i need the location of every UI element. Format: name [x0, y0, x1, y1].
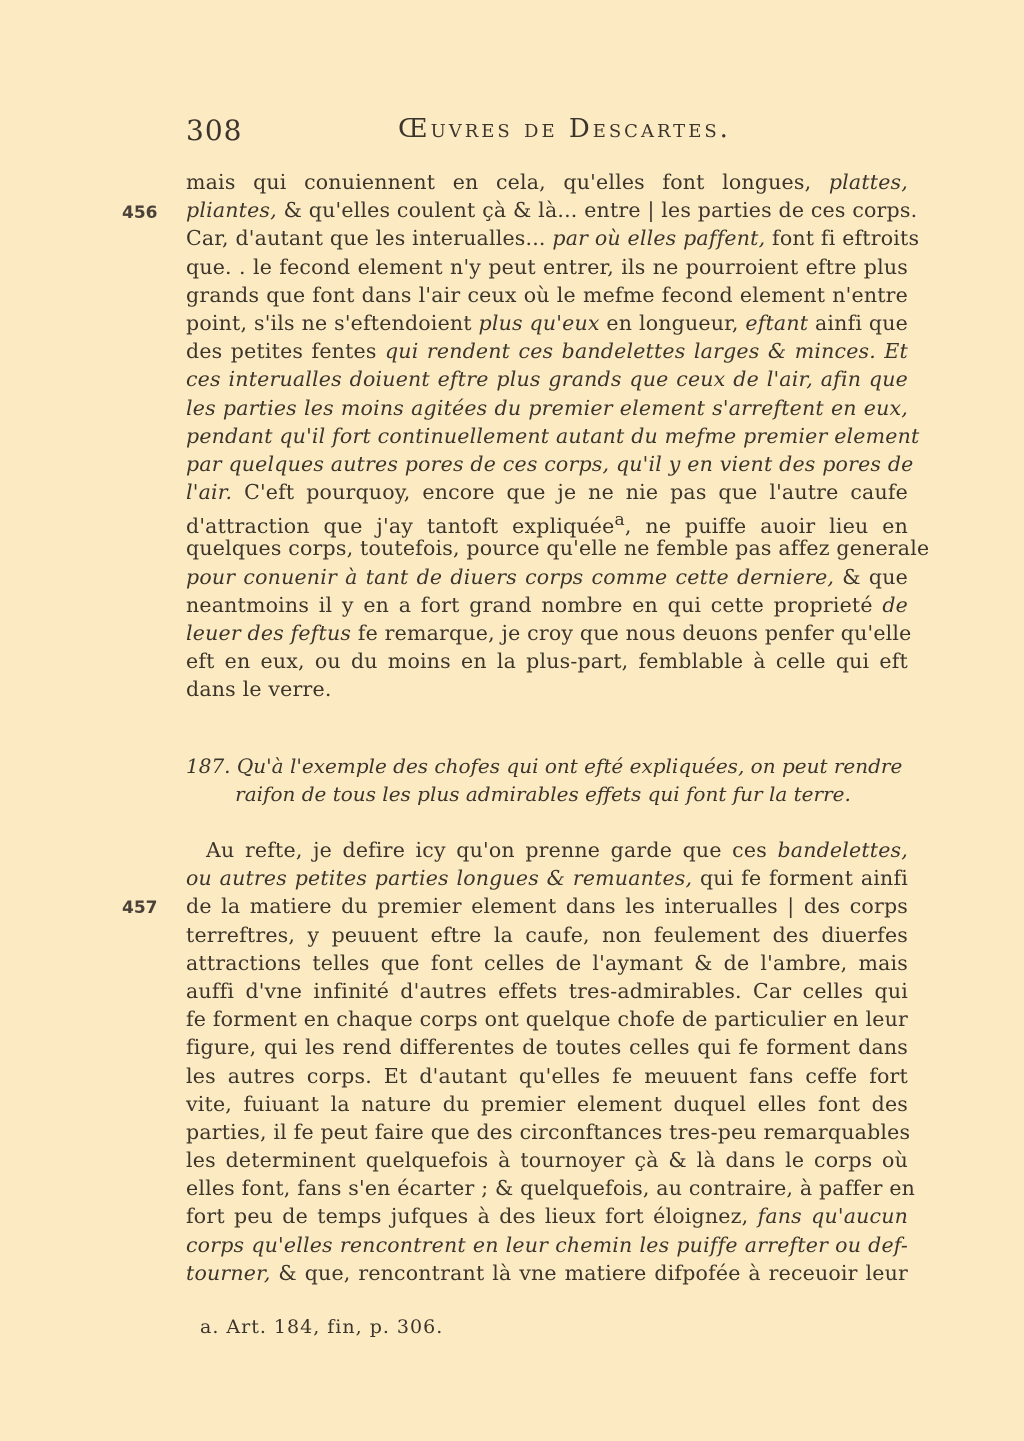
text-line: fe forment en chaque corps ont quelque chofe de particulier en leur [186, 1007, 908, 1032]
text-line: les parties les moins agitées du premier element s'arreftent en eux, [186, 395, 908, 420]
text-line: les autres corps. Et d'autant qu'elles fe meuuent fans ceffe fort [186, 1063, 908, 1088]
text-line: parties, il fe peut faire que des circonftances tres-peu remarquables [186, 1119, 911, 1144]
paragraph-2 [186, 836, 916, 1287]
text-line: des petites fentes qui rendent ces bandelettes larges & minces. Et [186, 339, 908, 364]
text-line: l'air. C'eft pourquoy, encore que je ne nie pas que l'autre caufe [186, 480, 908, 505]
text-line: pendant qu'il fort continuellement autant du mefme premier element [186, 423, 920, 448]
page-number: 308 [186, 114, 243, 147]
margin-number-456: 456 [122, 203, 158, 223]
text-line: Au refte, je defire icy qu'on prenne garde que ces bandelettes, [206, 838, 908, 862]
heading-line-2: raifon de tous les plus admirables effets qui font fur la terre. [235, 782, 851, 806]
text-line: corps qu'elles rencontrent en leur chemin les puiffe arrefter ou def- [186, 1232, 908, 1257]
text-line: pliantes, & qu'elles coulent çà & là... entre | les parties de ces corps. [186, 198, 918, 223]
text-line: tourner, & que, rencontrant là vne matiere difpofée à receuoir leur [186, 1260, 908, 1285]
text-line: Car, d'autant que les interualles... par où elles paffent, font fi eftroits [186, 226, 920, 251]
text-line: elles font, fans s'en écarter ; & quelquefois, au contraire, à paffer en [186, 1176, 916, 1201]
text-line: terreftres, y peuuent eftre la caufe, non feulement des diuerfes [186, 922, 908, 947]
article-heading [186, 752, 903, 808]
text-line: de la matiere du premier element dans les interualles | des corps [186, 894, 908, 919]
text-line: eft en eux, ou du moins en la plus-part, femblable à celle qui eft [186, 649, 908, 674]
margin-number-457: 457 [122, 898, 158, 918]
text-line: neantmoins il y en a fort grand nombre en qui cette proprieté de [186, 592, 908, 617]
footnote: a. Art. 184, fin, p. 306. [200, 1316, 444, 1338]
text-line: que. . le fecond element n'y peut entrer, ils ne pourroient eftre plus [186, 254, 908, 279]
text-line: les determinent quelquefois à tournoyer çà & là dans le corps où [186, 1148, 908, 1173]
text-line: grands que font dans l'air ceux où le mefme fecond element n'entre [186, 282, 908, 307]
text-line: attractions telles que font celles de l'aymant & de l'ambre, mais [186, 950, 908, 975]
text-line: dans le verre. [186, 677, 332, 702]
text-line: auffi d'vne infinité d'autres effets tres-admirables. Car celles qui [186, 978, 908, 1003]
text-line: mais qui conuiennent en cela, qu'elles font longues, plattes, [186, 170, 908, 194]
text-line: d'attraction que j'ay tantoft expliquée$^a$, ne puiffe auoir lieu en [186, 510, 908, 539]
text-line: pour conuenir à tant de diuers corps comme cette derniere, & que [186, 564, 908, 589]
text-line: ou autres petites parties longues & remuantes, qui fe forment ainfi [186, 866, 908, 891]
paragraph-1 [186, 168, 930, 704]
text-line: point, s'ils ne s'eftendoient plus qu'eux en longueur, eftant ainfi que [186, 310, 908, 335]
text-line: fort peu de temps jufques à des lieux fort éloignez, fans qu'aucun [186, 1204, 909, 1229]
heading-line-1: 187. Qu'à l'exemple des chofes qui ont efté expliquées, on peut rendre [186, 754, 903, 778]
text-line: ces interualles doiuent eftre plus grands que ceux de l'air, afin que [186, 367, 908, 392]
page-header [186, 114, 908, 154]
text-line: vite, fuiuant la nature du premier element duquel elles font des [186, 1091, 908, 1116]
text-line: figure, qui les rend differentes de toutes celles qui fe forment dans [186, 1035, 908, 1060]
text-line: leuer des feftus fe remarque, je croy que nous deuons penfer qu'elle [186, 621, 912, 645]
text-line: quelques corps, toutefois, pource qu'elle ne femble pas affez generale [186, 536, 930, 561]
running-title: Œuvres de Descartes. [398, 114, 731, 144]
text-line: par quelques autres pores de ces corps, qu'il y en vient des pores de [186, 451, 914, 476]
